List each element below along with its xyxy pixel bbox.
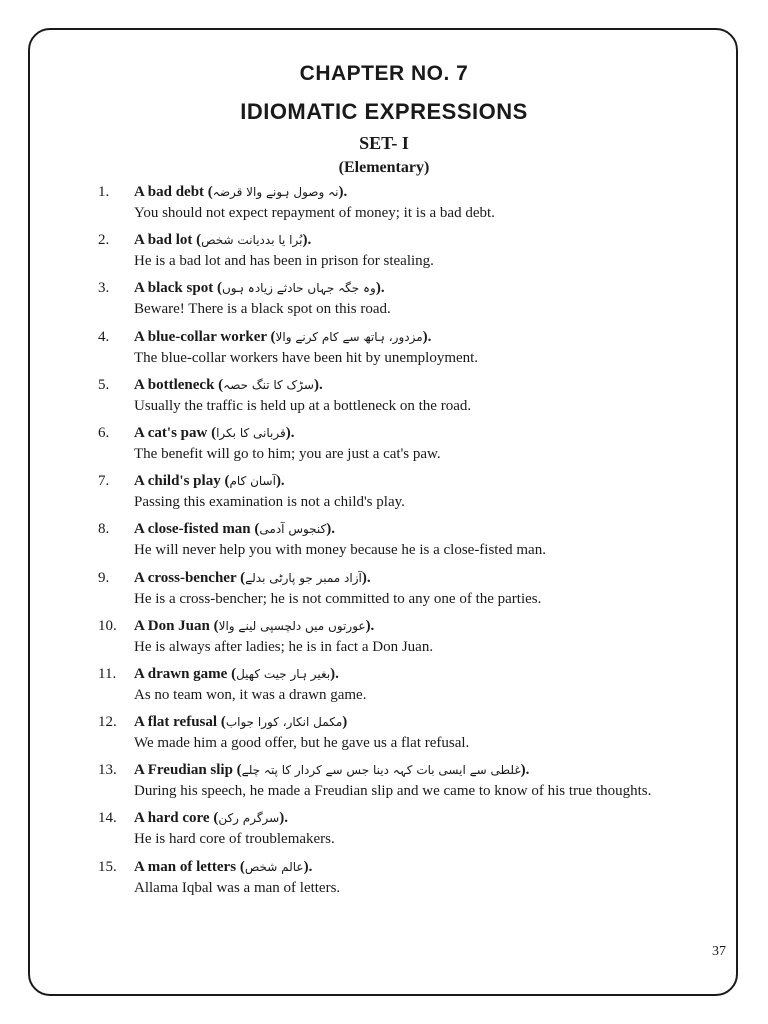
idiom-term-line: A flat refusal (مکمل انکار، کورا جواب): [134, 714, 348, 731]
idiom-term-line: A bad debt (نہ وصول ہونے والا قرضہ).: [134, 184, 348, 200]
list-item: [98, 664, 698, 706]
item-number: 5.: [98, 376, 110, 393]
example-sentence: He is a bad lot and has been in prison for stealing.: [134, 253, 434, 270]
idiom-term-line: A drawn game (بغیر ہار جیت کھیل).: [134, 665, 339, 682]
urdu-meaning: قربانی کا بکرا: [216, 425, 286, 440]
list-item: [98, 712, 698, 754]
example-sentence: We made him a good offer, but he gave us a flat refusal.: [134, 735, 470, 752]
urdu-meaning: سڑک کا تنگ حصہ: [223, 377, 314, 392]
example-sentence: You should not expect repayment of money; it is a bad debt.: [134, 205, 495, 221]
item-number: 4.: [98, 328, 110, 345]
idiom-term: A Freudian slip: [134, 762, 233, 779]
item-number: 11.: [98, 665, 117, 682]
example-sentence: Passing this examination is not a child's play.: [134, 494, 405, 511]
example-sentence: The blue-collar workers have been hit by unemployment.: [134, 349, 479, 366]
item-number: 2.: [98, 232, 110, 249]
idiom-term: A child's play: [134, 473, 221, 490]
list-item: [98, 423, 698, 465]
list-item: [98, 182, 698, 224]
idiom-term-line: A cross-bencher (آزاد ممبر جو پارٹی بدلے).: [134, 569, 371, 586]
idiom-term-line: A Don Juan (عورتوں میں دلچسپی لینے والا).: [134, 617, 375, 634]
idiom-term: A hard core: [134, 810, 210, 827]
item-number: 10.: [98, 617, 117, 634]
idiom-term-line: A Freudian slip (غلطی سے ایسی بات کہہ دینا جس سے کردار کا پتہ چلے).: [134, 762, 530, 779]
item-number: 12.: [98, 714, 117, 731]
example-sentence: As no team won, it was a drawn game.: [134, 686, 367, 703]
list-item: [98, 568, 698, 610]
item-number: 15.: [98, 858, 117, 875]
item-number: 3.: [98, 280, 110, 297]
idiom-term-line: A man of letters (عالم شخص).: [134, 858, 313, 875]
set-label: SET- I: [359, 133, 409, 153]
urdu-meaning: نہ وصول ہونے والا قرضہ: [212, 185, 339, 199]
urdu-meaning: غلطی سے ایسی بات کہہ دینا جس سے کردار کا پتہ چلے: [241, 763, 521, 778]
page-number: 37: [712, 944, 726, 959]
idiom-term-line: A close-fisted man (کنجوس آدمی).: [134, 521, 336, 538]
list-item: [98, 760, 698, 802]
idiom-term-line: A child's play (آسان کام).: [134, 473, 285, 490]
urdu-meaning: مزدور، ہاتھ سے کام کرنے والا: [275, 329, 423, 344]
urdu-meaning: بغیر ہار جیت کھیل: [236, 666, 331, 681]
list-item: [98, 471, 698, 513]
example-sentence: He is a cross-bencher; he is not committed to any one of the parties.: [134, 590, 542, 607]
urdu-meaning: آزاد ممبر جو پارٹی بدلے: [245, 570, 362, 585]
example-sentence: Beware! There is a black spot on this road.: [134, 301, 391, 318]
item-number: 1.: [98, 184, 110, 200]
idiom-term-line: A blue-collar worker (مزدور، ہاتھ سے کام کرنے والا).: [134, 328, 432, 345]
item-number: 13.: [98, 762, 117, 779]
list-item: [98, 230, 698, 272]
idiom-term: A flat refusal: [134, 714, 218, 731]
urdu-meaning: عالم شخص: [244, 859, 304, 874]
idiom-list: [98, 182, 698, 905]
urdu-meaning: کنجوس آدمی: [259, 522, 327, 537]
idiom-term: A cat's paw: [134, 424, 208, 441]
example-sentence: Allama Iqbal was a man of letters.: [134, 879, 341, 896]
idiom-term-line: A black spot (وہ جگہ جہاں حادثے زیادہ ہوں).: [134, 280, 385, 297]
section-title: IDIOMATIC EXPRESSIONS: [240, 99, 528, 124]
idiom-term: A cross-bencher: [134, 569, 237, 586]
idiom-term: A close-fisted man: [134, 521, 251, 538]
list-item: [98, 519, 698, 561]
chapter-title: CHAPTER NO. 7: [299, 62, 469, 85]
example-sentence: During his speech, he made a Freudian slip and we came to know of his true thoughts.: [134, 783, 652, 800]
idiom-term: A bad lot: [134, 232, 193, 249]
idiom-term: A man of letters: [134, 858, 237, 875]
idiom-term-line: A hard core (سرگرم رکن).: [134, 810, 288, 827]
list-item: [98, 375, 698, 417]
item-number: 14.: [98, 810, 117, 827]
level-label: (Elementary): [338, 159, 430, 176]
item-number: 9.: [98, 569, 110, 586]
example-sentence: The benefit will go to him; you are just a cat's paw.: [134, 445, 441, 462]
idiom-term: A bottleneck: [134, 376, 215, 393]
list-item: [98, 808, 698, 850]
example-sentence: He is hard core of troublemakers.: [134, 831, 335, 848]
list-item: [98, 857, 698, 899]
idiom-term: A Don Juan: [134, 617, 210, 634]
idiom-term-line: A bad lot (بُرا یا بددیانت شخص).: [134, 232, 312, 249]
example-sentence: He will never help you with money because he is a close-fisted man.: [134, 542, 546, 559]
example-sentence: He is always after ladies; he is in fact a Don Juan.: [134, 638, 434, 655]
list-item: [98, 616, 698, 658]
idiom-term: A bad debt: [134, 184, 205, 200]
urdu-meaning: وہ جگہ جہاں حادثے زیادہ ہوں: [221, 281, 376, 296]
idiom-term-line: A cat's paw (قربانی کا بکرا).: [134, 424, 295, 441]
item-number: 7.: [98, 473, 110, 490]
urdu-meaning: عورتوں میں دلچسپی لینے والا: [218, 618, 366, 633]
list-item: [98, 278, 698, 320]
example-sentence: Usually the traffic is held up at a bottleneck on the road.: [134, 397, 472, 414]
urdu-meaning: بُرا یا بددیانت شخص: [201, 233, 303, 248]
idiom-term: A black spot: [134, 280, 214, 297]
item-number: 8.: [98, 521, 110, 538]
idiom-term-line: A bottleneck (سڑک کا تنگ حصہ).: [134, 376, 323, 393]
list-item: [98, 327, 698, 369]
urdu-meaning: سرگرم رکن: [218, 811, 280, 826]
urdu-meaning: مکمل انکار، کورا جواب: [225, 715, 343, 730]
urdu-meaning: آسان کام: [229, 474, 276, 489]
idiom-term: A drawn game: [134, 665, 228, 682]
item-number: 6.: [98, 424, 110, 441]
idiom-term: A blue-collar worker: [134, 328, 267, 345]
